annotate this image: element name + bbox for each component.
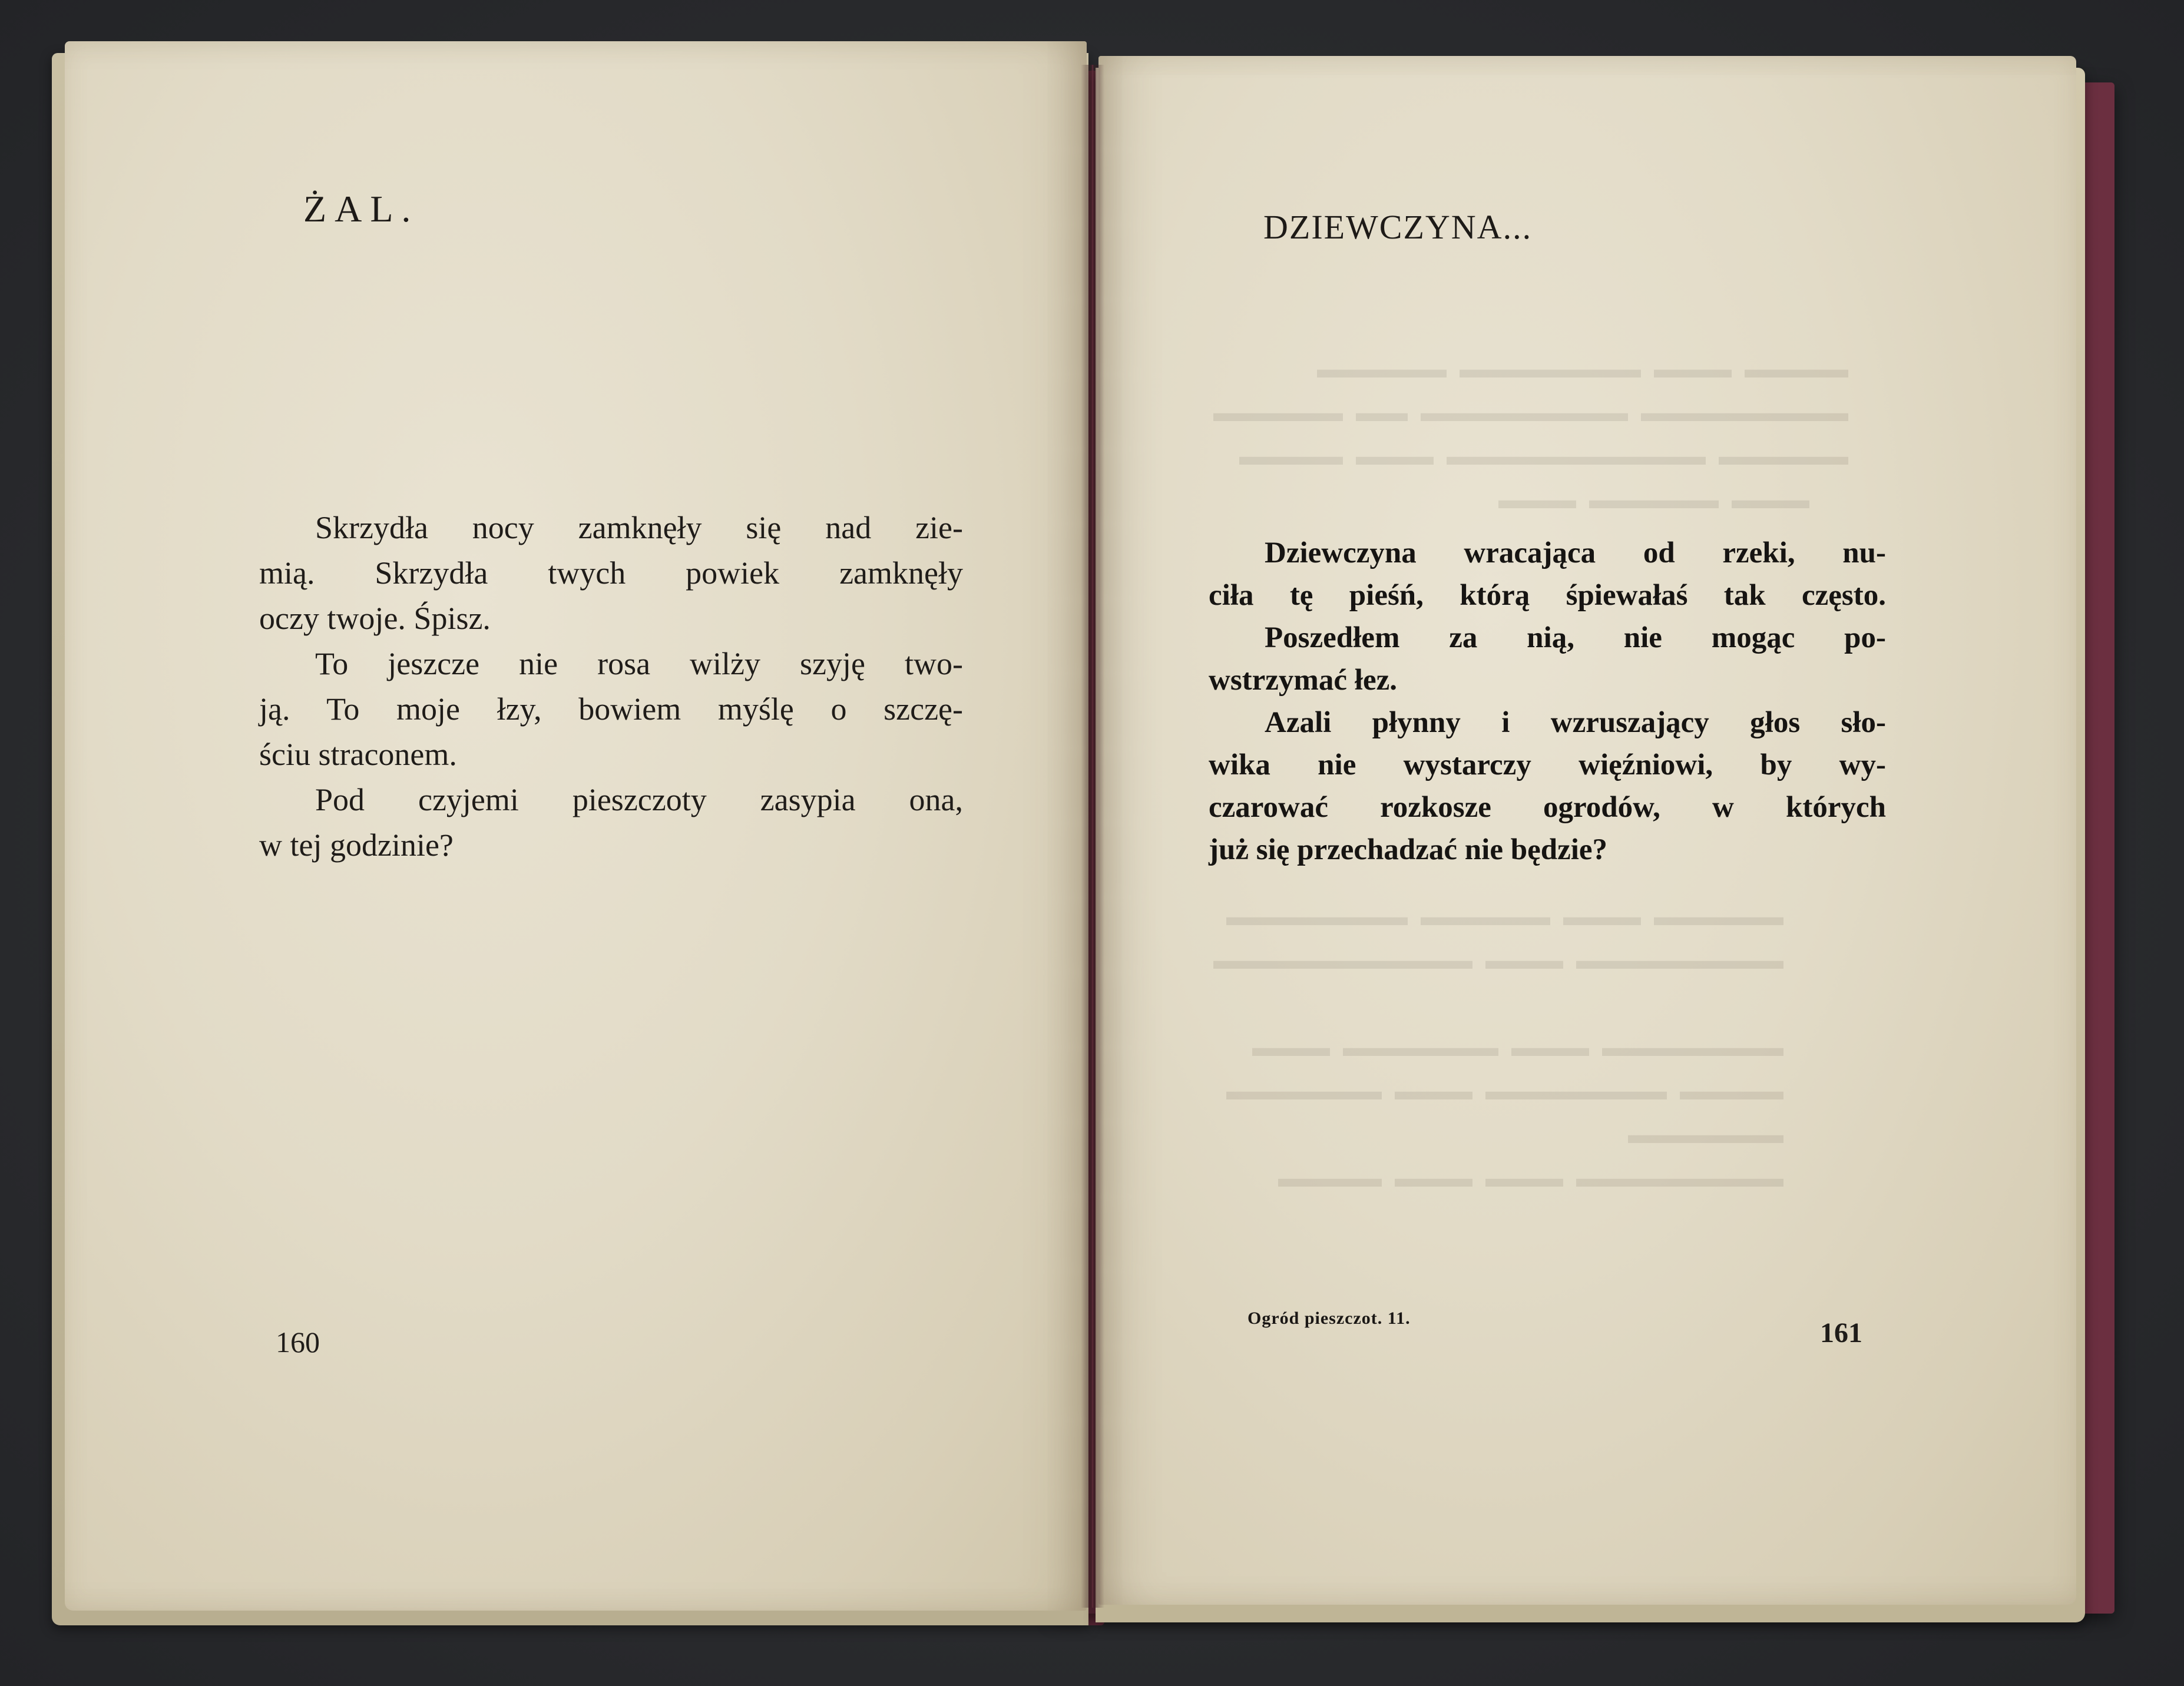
right-page-number: 161 [1820,1317,1862,1349]
book-gutter [1081,65,1104,1608]
text-line: oczy twoje. Śpisz. [259,601,491,636]
text-line: Skrzydła nocy zamknęły się nad zie- [315,510,963,545]
text-line: Dziewczyna wracająca od rzeki, nu- [1265,536,1886,569]
text-line: ją. To moje łzy, bowiem myślę o szczę- [259,691,963,727]
text-line: ściu straconem. [259,737,457,772]
right-page-text [1209,532,1886,871]
text-line: już się przechadzać nie będzie? [1209,833,1608,866]
text-line: wstrzymać łez. [1209,664,1397,697]
show-through-text: ▬▬▬▬ ▬▬▬ ▬▬▬▬▬▬▬ ▬▬▬▬▬ ▬▬▬▬▬▬▬▬ ▬▬▬▬▬▬▬▬ ▬▬ ▬▬▬▬▬ ▬▬▬▬▬ ▬▬▬▬▬▬▬▬▬▬ ▬▬▬ ▬▬▬▬ ▬▬▬ ▬▬▬▬▬ ▬▬▬ [1213,355,1848,514]
text-line: mią. Skrzydła twych powiek zamknęły [259,555,963,591]
text-line: w tej godzinie? [259,827,454,863]
text-line: Azali płynny i wzruszający głos sło- [1265,706,1886,739]
left-page-number: 160 [276,1326,320,1359]
text-line: Pod czyjemi pieszczoty zasypia ona, [315,782,963,817]
right-page-title: DZIEWCZYNA... [1263,208,1533,246]
show-through-text-lower: ▬▬▬▬▬ ▬▬▬ ▬▬▬▬▬ ▬▬▬▬▬▬▬ ▬▬▬▬▬▬▬▬ ▬▬▬ ▬▬▬▬▬▬▬▬▬▬ ▬▬▬▬▬▬▬ ▬▬▬ ▬▬▬▬▬▬ ▬▬▬ ▬▬▬▬ ▬▬▬▬▬▬▬ ▬▬▬ ▬▬▬▬▬▬ ▬▬▬▬▬▬ ▬▬▬▬▬▬▬▬ ▬▬▬ ▬▬▬ ▬▬▬▬ [1213,902,1783,1193]
left-page-title: ŻAL. [303,188,419,230]
text-line: wika nie wystarczy więźniowi, by wy- [1209,748,1886,781]
text-line: ciła tę pieśń, którą śpiewałaś tak często. [1209,579,1886,612]
printer-signature: Ogród pieszczot. 11. [1247,1309,1411,1328]
text-line: Poszedłem za nią, nie mogąc po- [1265,621,1886,654]
left-page-text [259,505,963,868]
text-line: To jeszcze nie rosa wilży szyję two- [315,646,963,681]
text-line: czarować rozkosze ogrodów, w których [1209,791,1886,824]
